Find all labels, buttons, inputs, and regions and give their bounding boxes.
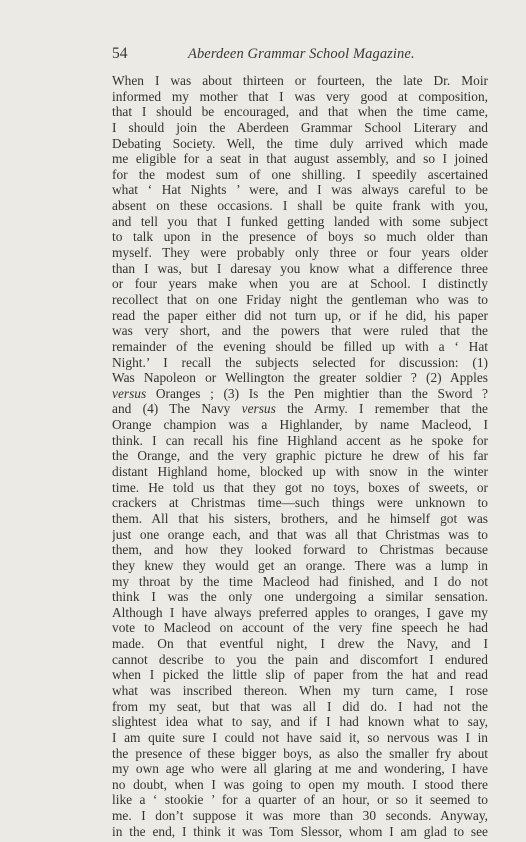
text-line: to talk upon in the presence of boys so much older than	[112, 229, 488, 245]
text-line: slightest idea what to say, and if I had known what to say,	[112, 714, 488, 730]
text-line: just one orange each, and that was all that Christmas was to	[112, 526, 488, 542]
text-line: in the end, I think it was Tom Slessor, whom I am glad to see	[112, 823, 488, 839]
text-line: time. He told us that they got no toys, boxes of sweets, or	[112, 479, 488, 495]
text-line: me. I don’t suppose it was more than 30 seconds. Anyway,	[112, 808, 488, 824]
text-line: informed my mother that I was very good at composition,	[112, 88, 488, 104]
text-line: for the modest sum of one shilling. I speedily ascertained	[112, 166, 488, 182]
text-line: like a ‘ stookie ’ for a quarter of an hour, or so it seemed to	[112, 792, 488, 808]
text-line: crackers at Christmas time—such things were unknown to	[112, 495, 488, 511]
text-line: them. All that his sisters, brothers, and he himself got was	[112, 510, 488, 526]
text-line: Debating Society. Well, the time duly arrived which made	[112, 135, 488, 151]
text-line: from my seat, but that was all I did do. I had not the	[112, 698, 488, 714]
text-line: made. On that eventful night, I drew the Navy, and I	[112, 636, 488, 652]
text-line: was very short, and the powers that were ruled that the	[112, 323, 488, 339]
text-line: me eligible for a seat in that august assembly, and so I joined	[112, 151, 488, 167]
text-line: distant Highland home, blocked up with snow in the winter	[112, 464, 488, 480]
text-line: what was inscribed thereon. When my turn came, I rose	[112, 682, 488, 698]
text-line: or four years make when you are at School. I distinctly	[112, 276, 488, 292]
text-line: the presence of these bigger boys, as also the smaller fry about	[112, 745, 488, 761]
text-line: when I picked the little slip of paper from the hat and read	[112, 667, 488, 683]
text-line: Was Napoleon or Wellington the greater soldier ? (2) Apples	[112, 370, 488, 386]
text-line: think. I can recall his fine Highland accent as he spoke for	[112, 432, 488, 448]
text-line: I should join the Aberdeen Grammar School Literary and	[112, 119, 488, 135]
text-line: cannot describe to you the pain and discomfort I endured	[112, 651, 488, 667]
text-line: and tell you that I funked getting landed with some subject	[112, 213, 488, 229]
text-line: the Orange, and the very graphic picture he drew of his far	[112, 448, 488, 464]
text-line: my throat by the time Macleod had finished, and I do not	[112, 573, 488, 589]
running-title: Aberdeen Grammar School Magazine.	[188, 46, 415, 62]
text-line: than I was, but I daresay you know what a difference three	[112, 260, 488, 276]
text-line: think I was the only one undergoing a similar sensation.	[112, 589, 488, 605]
text-line: recollect that on one Friday night the gentleman who was to	[112, 291, 488, 307]
text-line: I am quite sure I could not have said it, so nervous was I in	[112, 729, 488, 745]
text-line: When I was about thirteen or fourteen, the late Dr. Moir	[112, 73, 488, 88]
text-line: versus Oranges ; (3) Is the Pen mightier than the Sword ?	[112, 385, 488, 401]
text-line: absent on these occasions. I shall be quite frank with you,	[112, 198, 488, 214]
body-text	[112, 73, 488, 839]
text-line: that I should be encouraged, and that when the time came,	[112, 104, 488, 120]
page-header	[112, 45, 492, 65]
text-line: Night.’ I recall the subjects selected for discussion: (1)	[112, 354, 488, 370]
text-line: no doubt, when I was going to open my mouth. I stood there	[112, 776, 488, 792]
text-line: Although I have always preferred apples to oranges, I gave my	[112, 604, 488, 620]
text-line: my own age who were all glaring at me and wondering, I have	[112, 761, 488, 777]
text-line: they knew they would get an orange. There was a lump in	[112, 557, 488, 573]
page-number: 54	[112, 45, 128, 62]
text-line: vote to Macleod on account of the very fine speech he had	[112, 620, 488, 636]
text-line: what ‘ Hat Nights ’ were, and I was always careful to be	[112, 182, 488, 198]
text-line: myself. They were probably only three or four years older	[112, 245, 488, 261]
text-line: read the paper either did not turn up, or if he did, his paper	[112, 307, 488, 323]
text-line: remainder of the evening should be filled up with a ‘ Hat	[112, 338, 488, 354]
text-line: them, and how they looked forward to Christmas because	[112, 542, 488, 558]
text-line: and (4) The Navy versus the Army. I remember that the	[112, 401, 488, 417]
text-line: Orange champion was a Highlander, by name Macleod, I	[112, 417, 488, 433]
